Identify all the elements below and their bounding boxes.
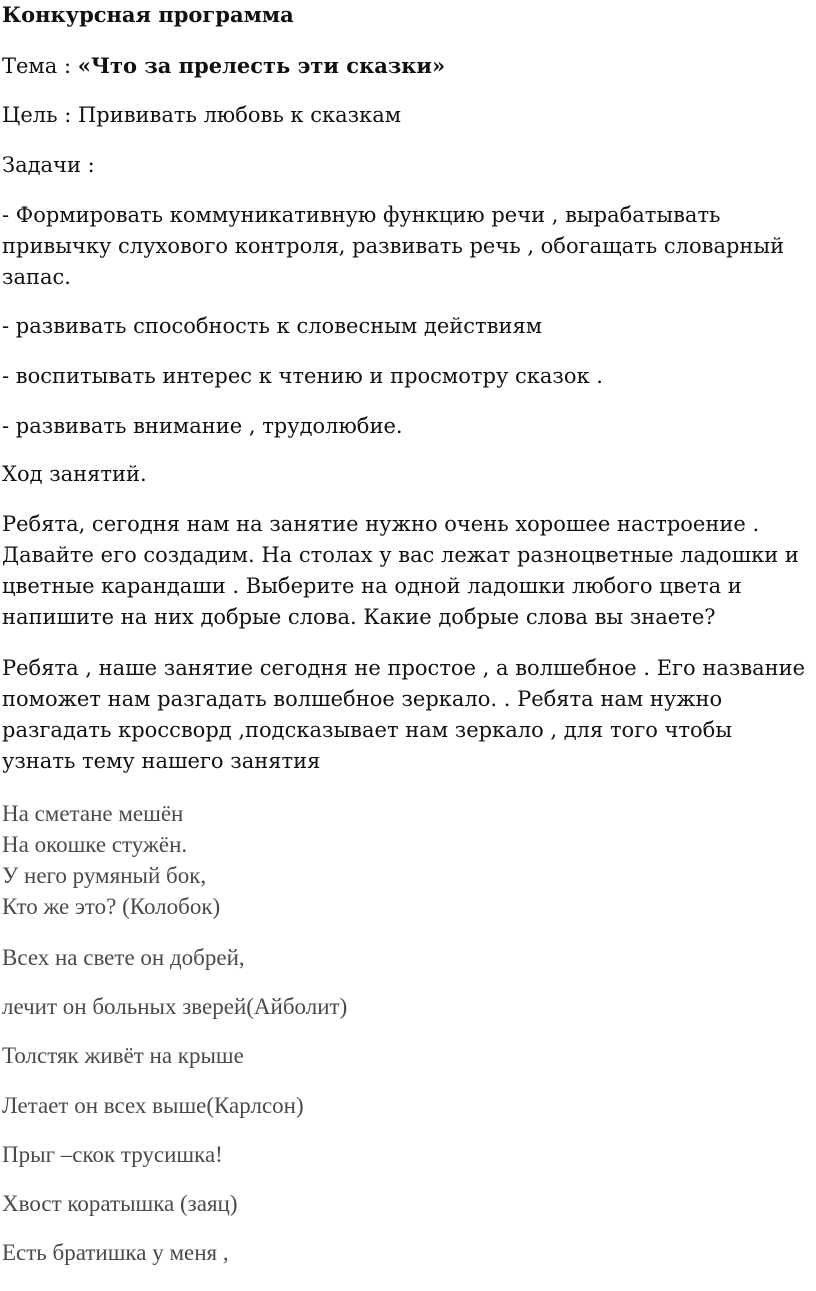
task-item: - воспитывать интерес к чтению и просмотру сказок .	[2, 364, 603, 388]
riddle-line: Летает он всех выше(Карлсон)	[2, 1093, 304, 1118]
paragraph-line: напишите на них добрые слова. Какие добрые слова вы знаете?	[2, 605, 716, 629]
task-line: - Формировать коммуникативную функцию речи , вырабатывать	[2, 203, 721, 227]
paragraph-line: Ребята , наше занятие сегодня не простое , а волшебное . Его название	[2, 656, 806, 680]
task-line: привычку слухового контроля, развивать речь , обогащать словарный	[2, 234, 785, 258]
paragraph-line: Давайте его создадим. На столах у вас лежат разноцветные ладошки и	[2, 543, 799, 567]
riddle-line: Хвост коратышка (заяц)	[2, 1191, 238, 1216]
theme-value: «Что за прелесть эти сказки»	[77, 53, 446, 78]
paragraph	[2, 509, 810, 633]
paragraph-line: разгадать кроссворд ,подсказывает нам зеркало , для того чтобы	[2, 718, 733, 742]
theme-line	[2, 53, 445, 78]
riddle-line: Толстяк живёт на крыше	[2, 1043, 244, 1068]
theme-label: Тема :	[2, 54, 78, 78]
paragraph-line: поможет нам разгадать волшебное зеркало. . Ребята нам нужно	[2, 687, 723, 711]
document-title: Конкурсная программа	[2, 2, 294, 27]
riddle-line: Всех на свете он добрей,	[2, 945, 245, 970]
paragraph-line: Ребята, сегодня нам на занятие нужно очень хорошее настроение .	[2, 512, 760, 536]
task-line: запас.	[2, 265, 71, 289]
paragraph-line: цветные карандаши . Выберите на одной ладошки любого цвета и	[2, 574, 742, 598]
task-item: - развивать способность к словесным действиям	[2, 314, 543, 338]
task-item: - развивать внимание , трудолюбие.	[2, 414, 403, 438]
riddle-line: лечит он больных зверей(Айболит)	[2, 994, 348, 1019]
paragraph	[2, 653, 810, 777]
riddle-line: Кто же это? (Колобок)	[2, 894, 221, 919]
tasks-heading: Задачи :	[2, 153, 95, 177]
riddle-line: На сметане мешён	[2, 801, 184, 826]
riddle-line: Есть братишка у меня ,	[2, 1240, 229, 1265]
goal-line: Цель : Прививать любовь к сказкам	[2, 103, 402, 127]
riddle-line: У него румяный бок,	[2, 863, 207, 888]
riddle-block	[2, 798, 810, 922]
course-heading: Ход занятий.	[2, 462, 147, 486]
riddle-line: Прыг –скок трусишка!	[2, 1142, 223, 1167]
riddle-line: На окошке стужён.	[2, 832, 188, 857]
task-item	[2, 200, 810, 293]
paragraph-line: узнать тему нашего занятия	[2, 749, 321, 773]
